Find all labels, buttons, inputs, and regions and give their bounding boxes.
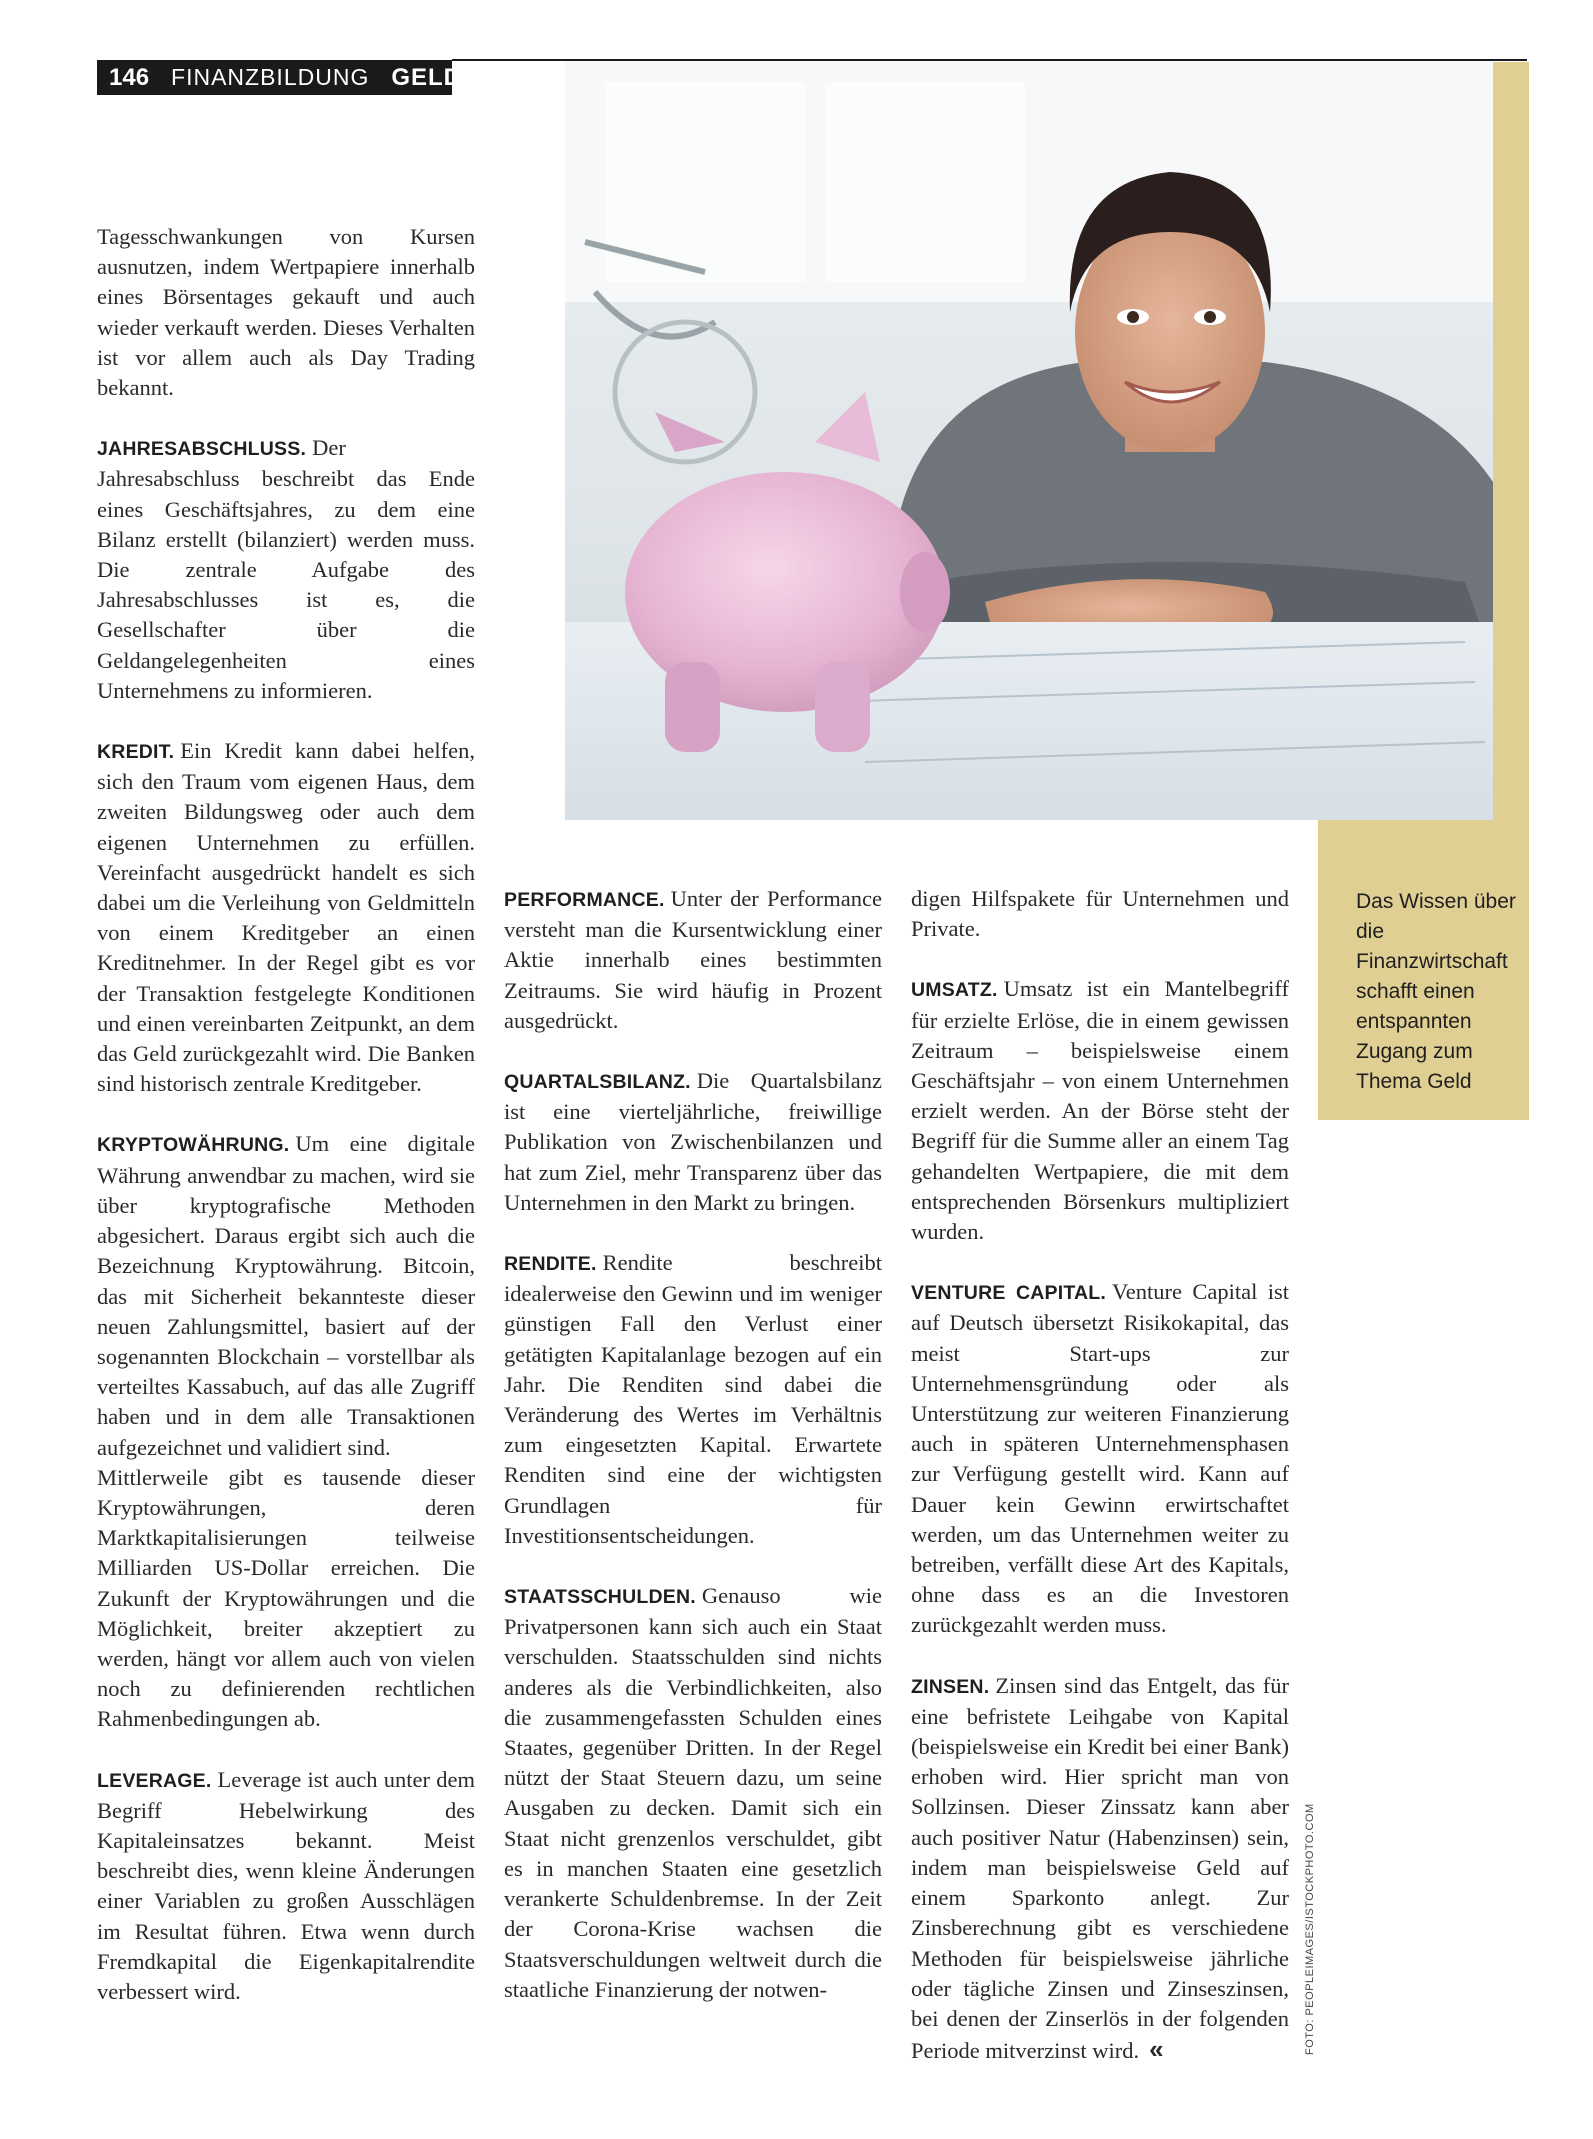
keyword: LEVERAGE.	[97, 1769, 212, 1792]
text-column-2	[504, 884, 882, 2035]
hero-photo	[565, 62, 1493, 820]
entry-kryptowaehrung-continued: Mittlerweile gibt es tausende dieser Kryptowährungen, deren Marktkapitalisierungen teilweise Milliarden US-Dollar erreichen. Die Zukunft der Kryptowährungen und die Möglichkeit, breiter akzeptiert zu werden, hängt vor allem auch von vielen noch zu definierenden rechtlichen Rahmenbedingungen ab.	[97, 1464, 475, 1732]
end-mark: «	[1149, 2034, 1164, 2065]
section-title: FINANZBILDUNG	[171, 64, 370, 90]
woman-piggybank-illustration	[565, 62, 1493, 820]
entry-text: Die Quartalsbilanz ist eine vierteljährliche, freiwillige Publikation von Zwischenbilanzen und hat zum Ziel, mehr Transparenz über das Unternehmen in den Markt zu bringen.	[504, 1068, 882, 1215]
keyword: RENDITE.	[504, 1253, 597, 1276]
entry-venture-capital	[911, 1277, 1289, 1640]
entry-kredit	[97, 736, 475, 1099]
sidebar-quote: Das Wissen über die Finanzwirtschaft schafft einen entspannten Zugang zum Thema Geld	[1356, 890, 1516, 1093]
entry-text: Unter der Performance versteht man die Kursentwicklung einer Aktie innerhalb eines bestimmten Zeitraums. Sie wird häufig in Prozent ausgedrückt.	[504, 886, 882, 1033]
entry-umsatz	[911, 974, 1289, 1247]
entry-text: Der Jahresabschluss beschreibt das Ende eines Geschäftsjahres, zu dem eine Bilanz erstellt (bilanziert) werden muss. Die zentrale Aufgabe des Jahresabschlusses ist es, die Gesellschafter über die Geldangelegenheiten eines Unternehmens zu informieren.	[97, 435, 475, 703]
entry-performance	[504, 884, 882, 1036]
entry-text: Venture Capital ist auf Deutsch übersetzt Risikokapital, das meist Start-ups zur Unternehmensgründung oder als Unterstützung zur weiteren Finanzierung auch in späteren Unternehmensphasen zur Verfügung gestellt wird. Kann auf Dauer kein Gewinn erwirtschaftet werden, um das Unternehmen weiter zu betreiben, verfällt diese Art des Kapitals, ohne dass es an die Investoren zurückgezahlt werden muss.	[911, 1279, 1289, 1638]
header-rule	[452, 59, 1527, 61]
entry-staatsschulden	[504, 1581, 882, 2005]
entry-zinsen	[911, 1671, 1289, 2067]
keyword: VENTURE CAPITAL.	[911, 1282, 1107, 1305]
keyword: KREDIT.	[97, 741, 175, 764]
page-header	[97, 60, 463, 95]
entry-kryptowaehrung	[97, 1129, 475, 1462]
continued-paragraph: digen Hilfspakete für Unternehmen und Private.	[911, 886, 1289, 942]
keyword: QUARTALSBILANZ.	[504, 1071, 691, 1094]
photo-credit	[1300, 1803, 1322, 2055]
intro-paragraph: Tagesschwankungen von Kursen ausnutzen, indem Wertpapiere innerhalb eines Börsentages gekauft und auch wieder verkauft werden. Dieses Verhalten ist vor allem auch als Day Trading bekannt.	[97, 224, 475, 401]
text-column-1	[97, 222, 475, 2037]
photo-credit-text: FOTO: PEOPLEIMAGES/ISTOCKPHOTO.COM	[1304, 1803, 1316, 2055]
keyword: JAHRESABSCHLUSS.	[97, 438, 307, 461]
entry-rendite	[504, 1248, 882, 1551]
entry-text: Rendite beschreibt idealerweise den Gewinn und im weniger günstigen Fall den Verlust einer getätigten Kapitalanlage bezogen auf ein Jahr. Die Renditen sind dabei die Veränderung des Wertes im Verhältnis zum eingesetzten Kapital. Erwartete Renditen sind eine der wichtigsten Grundlagen für Investitionsentscheidungen.	[504, 1250, 882, 1548]
entry-text: Zinsen sind das Entgelt, das für eine befristete Leihgabe von Kapital (beispielsweise ein Kredit bei einer Bank) erhoben wird. Hier spricht man von Sollzinsen. Dieser Zinssatz kann aber auch positiver Natur (Habenzinsen) sein, indem man beispielsweise Geld auf einem Sparkonto anlegt. Zur Zinsberechnung gibt es verschiedene Methoden für beispielsweise jährliche oder tägliche Zinsen und Zinseszinsen, bei denen der Zinserlös in der folgenden Periode mitverzinst wird.	[911, 1672, 1289, 2064]
entry-text: Um eine digitale Währung anwendbar zu machen, wird sie über kryptografische Methoden abgesichert. Daraus ergibt sich auch die Bezeichnung Kryptowährung. Bitcoin, das mit Sicherheit bekannteste dieser neuen Zahlungsmittel, basiert auf der sogenannten Blockchain – vorstellbar als verteiltes Kassabuch, auf das alle Zugriff haben und in dem alle Transaktionen aufgezeichnet und validiert sind.	[97, 1131, 475, 1460]
entry-quartalsbilanz	[504, 1066, 882, 1218]
entry-text: Umsatz ist ein Mantelbegriff für erzielte Erlöse, die in einem gewissen Zeitraum – beispielsweise einem Geschäftsjahr – von einem Unternehmen erzielt werden. An der Börse steht der Begriff für die Summe aller an einem Tag gehandelten Wertpapiere, die mit dem entsprechenden Börsenkurs multipliziert wurden.	[911, 976, 1289, 1245]
entry-jahresabschluss	[97, 433, 475, 706]
category-title: GELD	[391, 63, 463, 91]
keyword: KRYPTOWÄHRUNG.	[97, 1134, 290, 1157]
entry-text: Leverage ist auch unter dem Begriff Hebelwirkung des Kapitaleinsatzes bekannt. Meist beschreibt dies, wenn kleine Änderungen einer Variablen zu großen Ausschlägen im Resultat führen. Etwa wenn durch Fremdkapital die Eigenkapitalrendite verbessert wird.	[97, 1766, 475, 2004]
keyword: UMSATZ.	[911, 979, 998, 1002]
text-column-3	[911, 884, 1289, 2096]
entry-text: Ein Kredit kann dabei helfen, sich den Traum vom eigenen Haus, dem zweiten Bildungsweg oder auch dem eigenen Unternehmen zu erfüllen. Vereinfacht ausgedrückt handelt es sich dabei um die Verleihung von Geldmitteln von einem Kreditgeber an einen Kreditnehmer. In der Regel gibt es vor der Transaktion festgelegte Konditionen und einen vereinbarten Zeitpunkt, an dem das Geld zurückgezahlt wird. Die Banken sind historisch zentrale Kreditgeber.	[97, 738, 475, 1097]
keyword: STAATSSCHULDEN.	[504, 1586, 696, 1609]
keyword: ZINSEN.	[911, 1675, 990, 1698]
keyword: PERFORMANCE.	[504, 889, 665, 911]
entry-leverage	[97, 1765, 475, 2008]
page-number: 146	[109, 63, 150, 91]
entry-text: Genauso wie Privatpersonen kann sich auch ein Staat verschulden. Staatsschulden sind nichts anderes als die Verbindlichkeiten, also die zusammengefassten Schulden eines Staates, gegenüber Dritten. In der Regel nützt der Staat Steuern dazu, um seine Ausgaben zu decken. Damit sich ein Staat nicht grenzenlos verschuldet, gibt es in manchen Staaten eine gesetzlich verankerte Schuldenbremse. In der Zeit der Corona-Krise wachsen die Staatsverschuldungen weltweit durch die staatliche Finanzierung der notwen-	[504, 1583, 882, 2002]
